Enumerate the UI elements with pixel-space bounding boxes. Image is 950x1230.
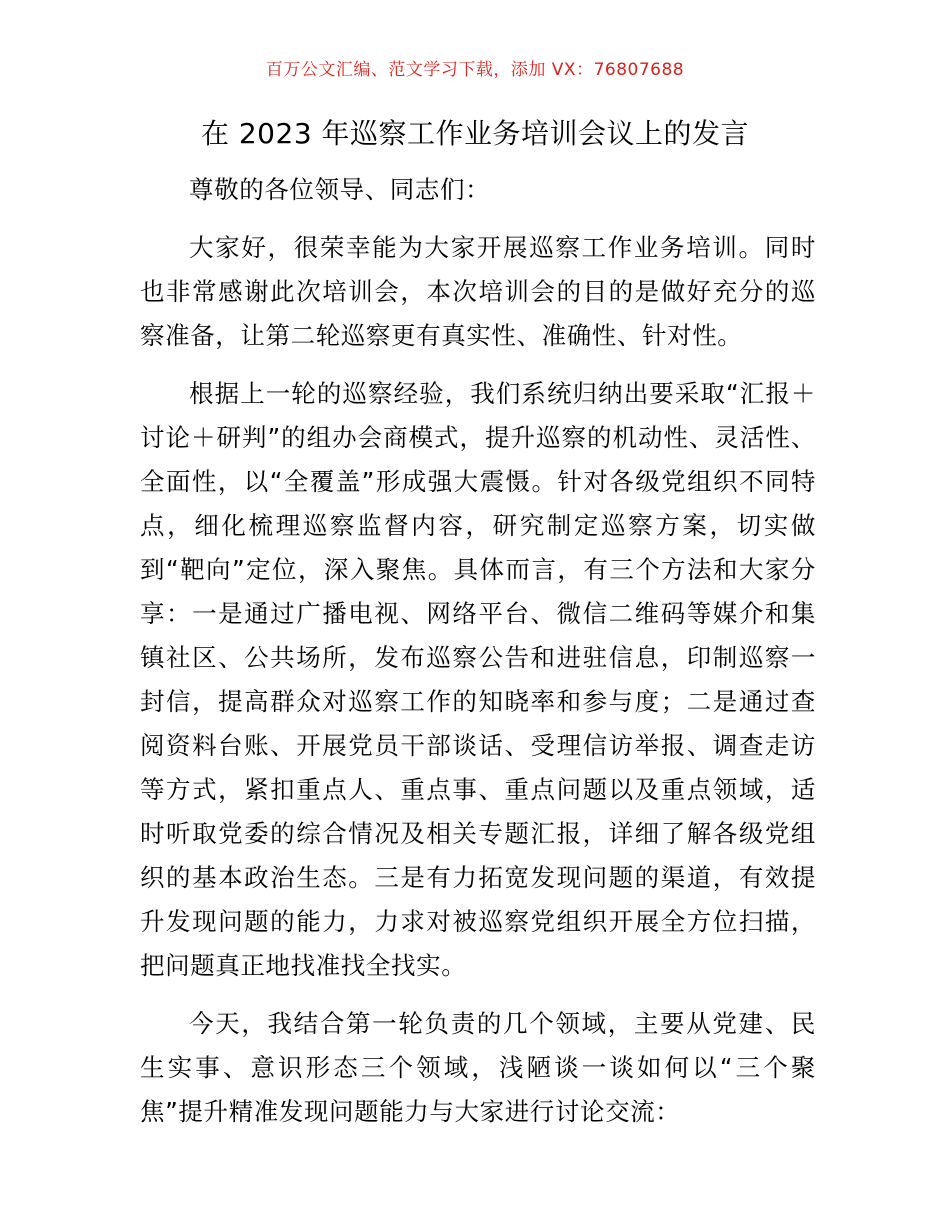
document-title: 在 2023 年巡察工作业务培训会议上的发言 bbox=[200, 117, 750, 150]
salutation: 尊敬的各位领导、同志们： bbox=[189, 175, 491, 204]
document-body bbox=[140, 168, 816, 1134]
paragraph-methods: 根据上一轮的巡察经验，我们系统归纳出要采取“汇报＋讨论＋研判”的组办会商模式，提升巡察的机动性、灵活性、全面性，以“全覆盖”形成强大震慑。针对各级党组织不同特点，细化梳理巡察监督内容，研究制定巡察方案，切实做到“靶向”定位，深入聚焦。具体而言，有三个方法和大家分享：一是通过广播电视、网络平台、微信二维码等媒介和集镇社区、公共场所，发布巡察公告和进驻信息，印制巡察一封信，提高群众对巡察工作的知晓率和参与度；二是通过查阅资料台账、开展党员干部谈话、受理信访举报、调查走访等方式，紧扣重点人、重点事、重点问题以及重点领域，适时听取党委的综合情况及相关专题汇报，详细了解各级党组织的基本政治生态。三是有力拓宽发现问题的渠道，有效提升发现问题的能力，力求对被巡察党组织开展全方位扫描，把问题真正地找准找全找实。 bbox=[140, 379, 816, 980]
header-watermark-text: 百万公文汇编、范文学习下载，添加 VX：76807688 bbox=[265, 60, 685, 80]
paragraph-intro: 大家好，很荣幸能为大家开展巡察工作业务培训。同时也非常感谢此次培训会，本次培训会的目的是做好充分的巡察准备，让第二轮巡察更有真实性、准确性、针对性。 bbox=[140, 233, 816, 350]
paragraph-closing: 今天，我结合第一轮负责的几个领域，主要从党建、民生实事、意识形态三个领域，浅陋谈一谈如何以“三个聚焦”提升精准发现问题能力与大家进行讨论交流： bbox=[140, 1009, 816, 1126]
